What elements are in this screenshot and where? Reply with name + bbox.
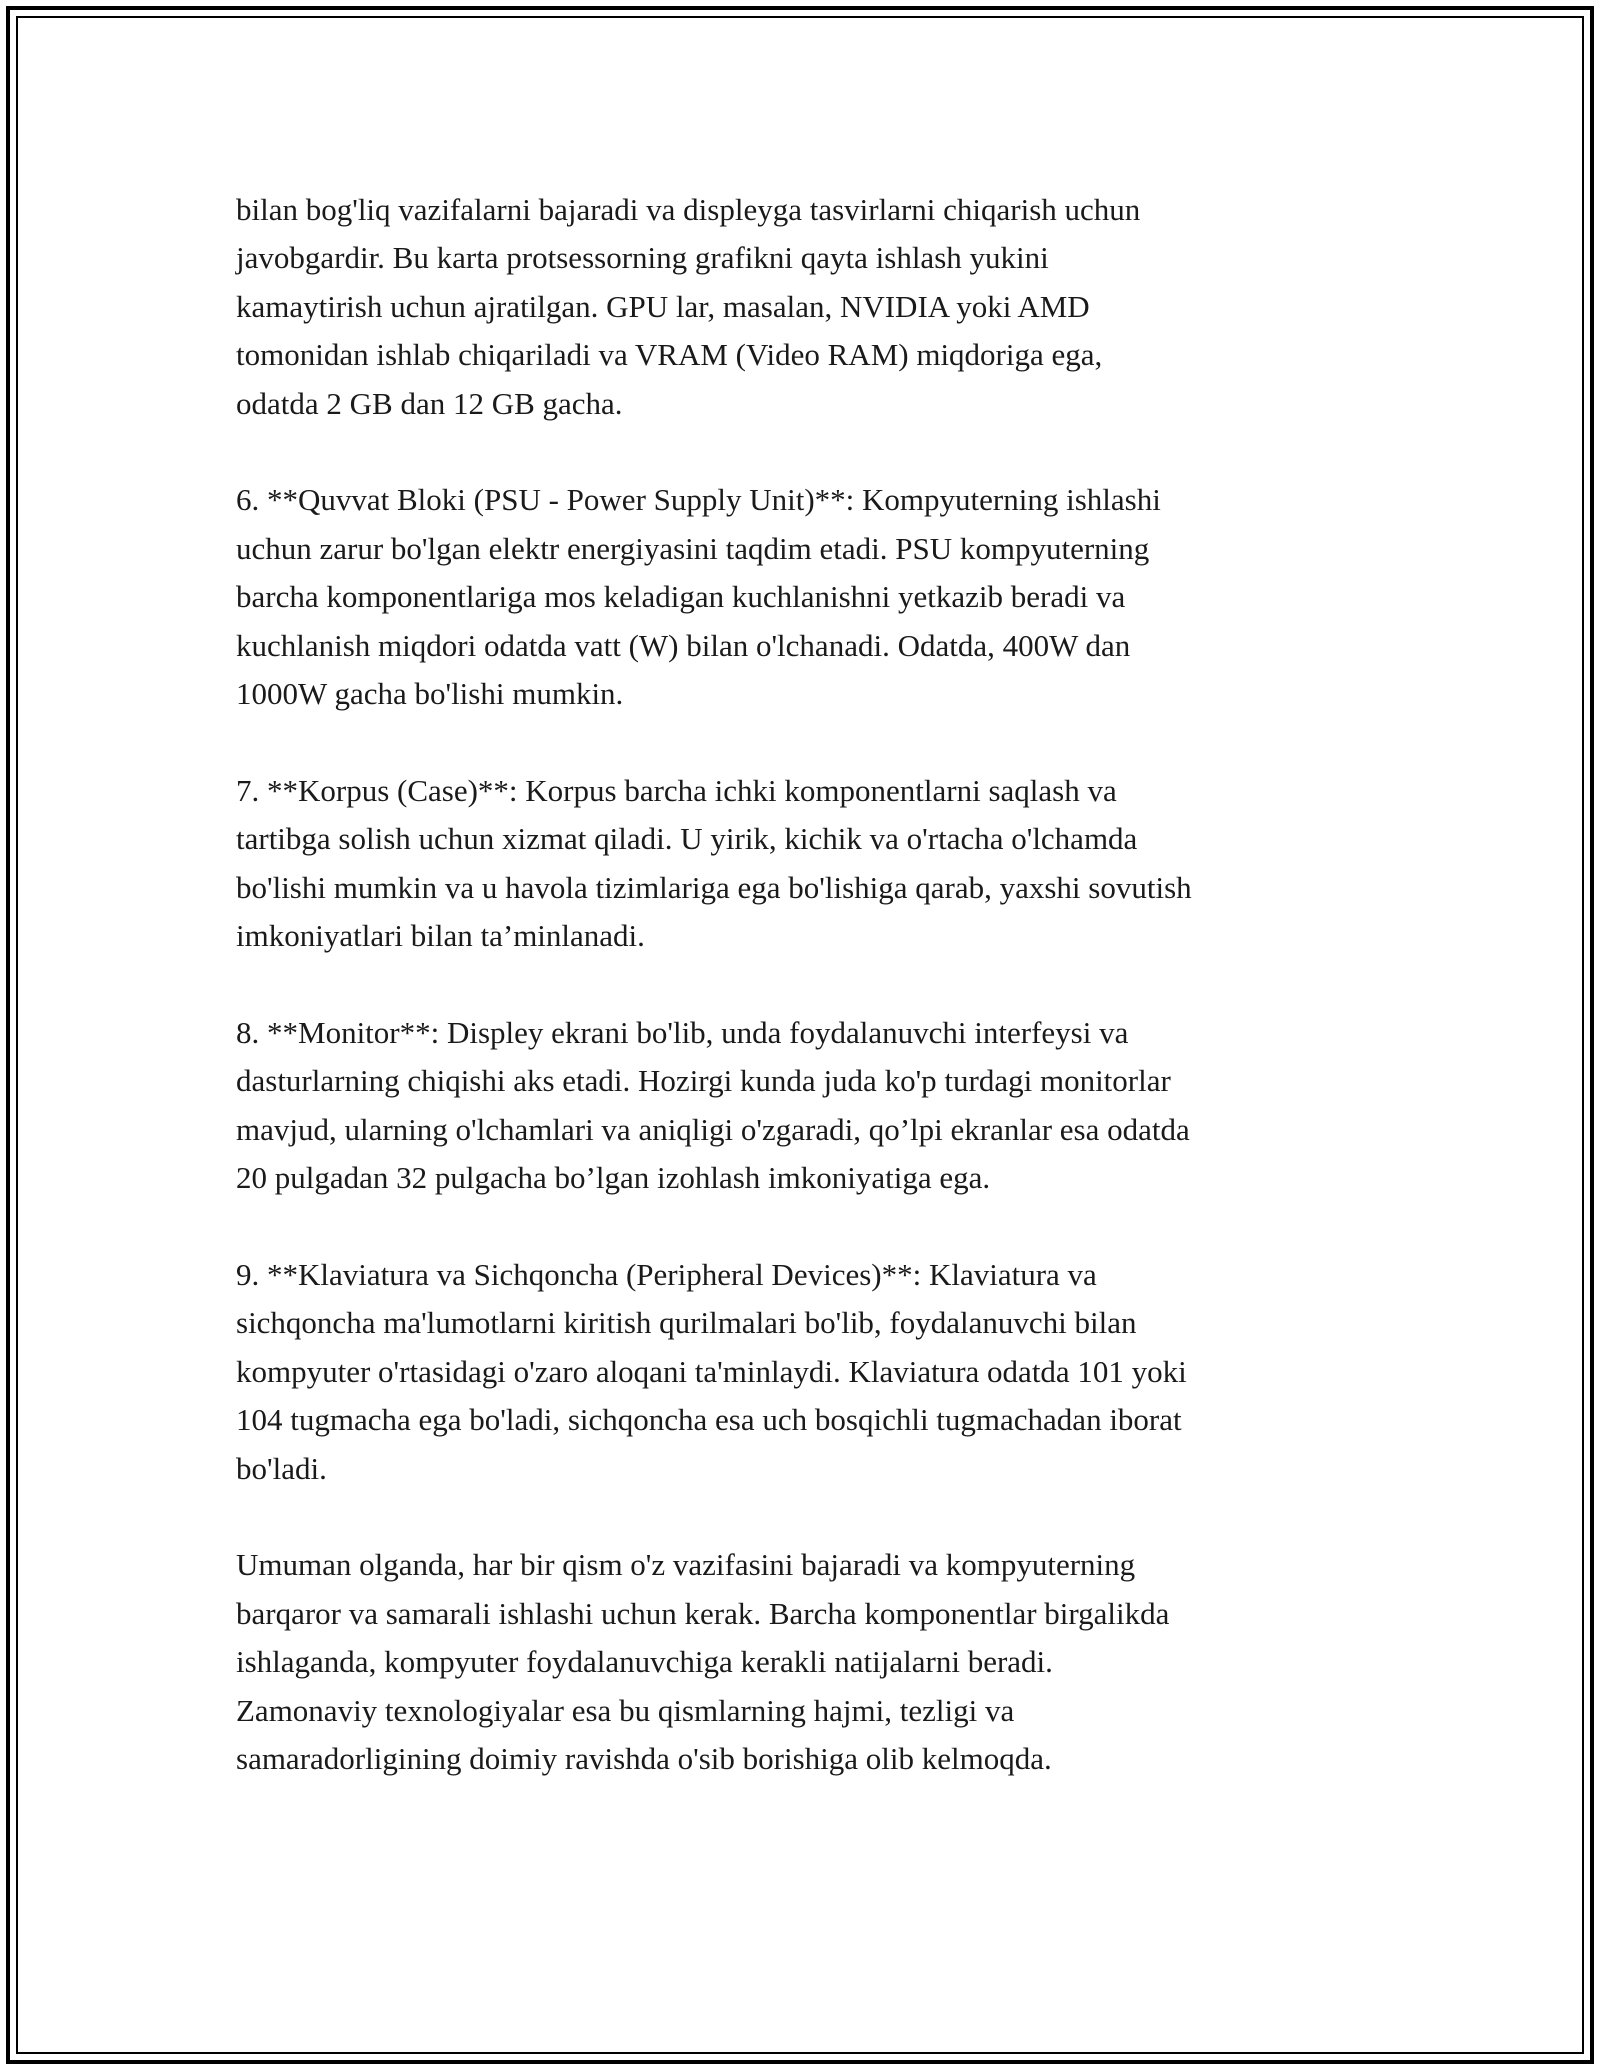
text-line: uchun zarur bo'lgan elektr energiyasini taqdim etadi. PSU kompyuterning xyxy=(236,530,1150,566)
text-line: 8. **Monitor**: Displey ekrani bo'lib, unda foydalanuvchi interfeysi va xyxy=(236,1014,1129,1050)
text-line: ishlaganda, kompyuter foydalanuvchiga kerakli natijalarni beradi. xyxy=(236,1644,1053,1680)
text-line: samaradorligining doimiy ravishda o'sib borishiga olib kelmoqda. xyxy=(236,1740,1052,1776)
paragraph-peripherals xyxy=(236,1251,1376,1493)
paragraph-case xyxy=(236,767,1376,961)
text-line: 6. **Quvvat Bloki (PSU - Power Supply Unit)**: Kompyuterning ishlashi xyxy=(236,482,1161,518)
text-line: mavjud, ularning o'lchamlari va aniqligi o'zgaradi, qo’lpi ekranlar esa odatda xyxy=(236,1111,1190,1147)
paragraph-gpu-continued xyxy=(236,186,1376,428)
text-line: tomonidan ishlab chiqariladi va VRAM (Video RAM) miqdoriga ega, xyxy=(236,337,1103,373)
text-line: kompyuter o'rtasidagi o'zaro aloqani ta'minlaydi. Klaviatura odatda 101 yoki xyxy=(236,1353,1187,1389)
text-line: barqaror va samarali ishlashi uchun kerak. Barcha komponentlar birgalikda xyxy=(236,1595,1170,1631)
text-line: imkoniyatlari bilan ta’minlanadi. xyxy=(236,918,645,954)
text-line: odatda 2 GB dan 12 GB gacha. xyxy=(236,385,623,421)
paragraph-monitor xyxy=(236,1009,1376,1203)
text-line: Zamonaviy texnologiyalar esa bu qismlarning hajmi, tezligi va xyxy=(236,1692,1015,1728)
document-body xyxy=(236,186,1376,1832)
text-line: 104 tugmacha ega bo'ladi, sichqoncha esa uch bosqichli tugmachadan iborat xyxy=(236,1402,1182,1438)
text-line: bilan bog'liq vazifalarni bajaradi va displeyga tasvirlarni chiqarish uchun xyxy=(236,192,1141,227)
text-line: 7. **Korpus (Case)**: Korpus barcha ichki komponentlarni saqlash va xyxy=(236,772,1117,808)
text-line: barcha komponentlariga mos keladigan kuchlanishni yetkazib beradi va xyxy=(236,579,1126,615)
text-line: sichqoncha ma'lumotlarni kiritish qurilmalari bo'lib, foydalanuvchi bilan xyxy=(236,1305,1137,1341)
text-line: kuchlanish miqdori odatda vatt (W) bilan o'lchanadi. Odatda, 400W dan xyxy=(236,627,1131,663)
text-line: tartibga solish uchun xizmat qiladi. U yirik, kichik va o'rtacha o'lchamda xyxy=(236,821,1138,857)
text-line: Umuman olganda, har bir qism o'z vazifasini bajaradi va kompyuterning xyxy=(236,1547,1136,1583)
text-line: kamaytirish uchun ajratilgan. GPU lar, masalan, NVIDIA yoki AMD xyxy=(236,288,1090,324)
paragraph-conclusion xyxy=(236,1541,1376,1783)
text-line: 1000W gacha bo'lishi mumkin. xyxy=(236,676,624,712)
text-line: javobgardir. Bu karta protsessorning grafikni qayta ishlash yukini xyxy=(236,240,1049,276)
paragraph-psu xyxy=(236,476,1376,718)
text-line: bo'ladi. xyxy=(236,1450,327,1486)
text-line: 20 pulgadan 32 pulgacha bo’lgan izohlash imkoniyatiga ega. xyxy=(236,1160,991,1196)
text-line: bo'lishi mumkin va u havola tizimlariga ega bo'lishiga qarab, yaxshi sovutish xyxy=(236,869,1192,905)
text-line: 9. **Klaviatura va Sichqoncha (Peripheral Devices)**: Klaviatura va xyxy=(236,1256,1097,1292)
text-line: dasturlarning chiqishi aks etadi. Hozirgi kunda juda ko'p turdagi monitorlar xyxy=(236,1063,1171,1099)
